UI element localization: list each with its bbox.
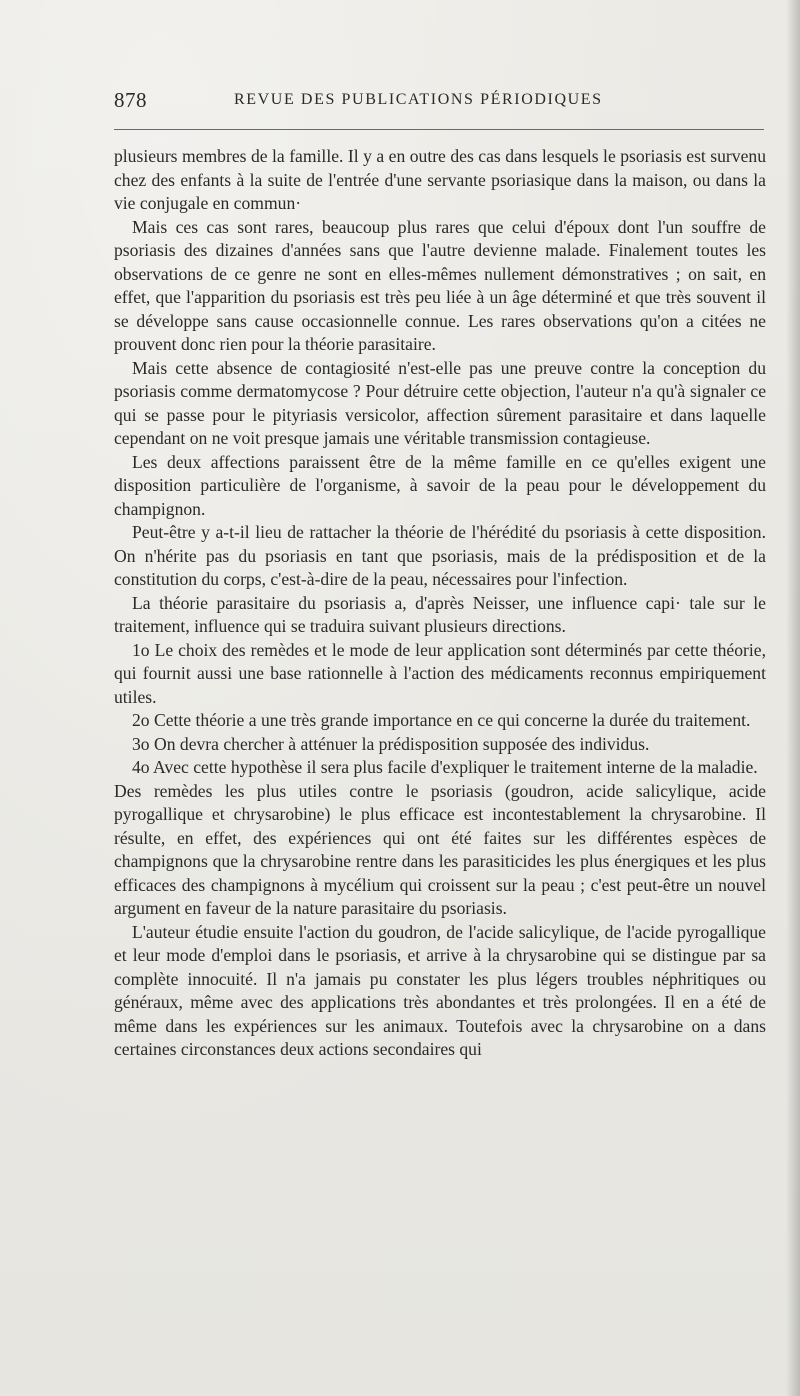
paragraph: 2o Cette théorie a une très grande importance en ce qui concerne la durée du traitement. <box>132 710 751 730</box>
paragraph: La théorie parasitaire du psoriasis a, d'après Neisser, une influence capi· tale sur le traitement, influence qui se traduira suivant plusieurs directions. <box>114 592 766 636</box>
paragraph: 4o Avec cette hypothèse il sera plus facile d'expliquer le traitement interne de la maladie. <box>132 757 758 777</box>
page-number: 878 <box>114 88 147 112</box>
page-header <box>114 88 764 118</box>
running-title: REVUE DES PUBLICATIONS PÉRIODIQUES <box>234 91 603 108</box>
paragraph: 3o On devra chercher à atténuer la prédisposition supposée des individus. <box>132 733 650 754</box>
paragraph: Des remèdes les plus utiles contre le psoriasis (goudron, acide salicylique, acide pyrogallique et chrysarobine) le plus efficace est incontestablement la chrysarobine. Il résulte, en effet, des expériences qui ont été faites sur les différentes espèces de champignons que la chrysarobine rentre dans les parasiticides les plus énergiques et les plus efficaces des champignons à mycélium qui croissent sur la peau ; c'est peut-être un nouvel argument en faveur de la nature parasitaire du psoriasis. <box>114 780 766 918</box>
header-rule <box>114 129 764 130</box>
paragraph: L'auteur étudie ensuite l'action du goudron, de l'acide salicylique, de l'acide pyrogallique et leur mode d'emploi dans le psoriasis, et arrive à la chrysarobine qui se distingue par sa complète innocuité. Il n'a jamais pu constater les plus légers troubles néphritiques ou généraux, même avec des applications très abondantes et très prolongées. Il en a été de même dans les expériences sur les animaux. Toutefois avec la chrysarobine on a dans certaines circonstances deux actions secondaires qui <box>114 921 766 1059</box>
paragraph: Mais cette absence de contagiosité n'est-elle pas une preuve contre la conception du psoriasis comme dermatomycose ? Pour détruire cette objection, l'auteur n'a qu'à signaler ce qui se passe pour le pityriasis versicolor, affection sûrement parasitaire et dans laquelle cependant on ne voit presque jamais une véritable transmission contagieuse. <box>114 357 766 448</box>
paragraph: Les deux affections paraissent être de la même famille en ce qu'elles exigent une disposition particulière de l'organisme, à savoir de la peau pour le développement du champignon. <box>114 451 766 519</box>
paragraph: Mais ces cas sont rares, beaucoup plus rares que celui d'époux dont l'un souffre de psoriasis des dizaines d'années sans que l'autre devienne malade. Finalement toutes les observations de ce genre ne sont en elles-mêmes nullement démonstratives ; on sait, en effet, que l'apparition du psoriasis est très peu liée à un âge déterminé et que très souvent il se développe sans cause occasionnelle connue. Les rares observations qu'on a citées ne prouvent donc rien pour la théorie parasitaire. <box>114 216 766 354</box>
paragraph: 1o Le choix des remèdes et le mode de leur application sont déterminés par cette théorie, qui fournit aussi une base rationnelle à l'action des médicaments reconnus empiriquement utiles. <box>114 639 766 707</box>
paragraph: Peut-être y a-t-il lieu de rattacher la théorie de l'hérédité du psoriasis à cette disposition. On n'hérite pas du psoriasis en tant que psoriasis, mais de la prédisposition et de la constitution du corps, c'est-à-dire de la peau, nécessaires pour l'infection. <box>114 522 766 589</box>
page-edge-shadow <box>786 0 800 1396</box>
paragraph: plusieurs membres de la famille. Il y a en outre des cas dans lesquels le psoriasis est survenu chez des enfants à la suite de l'entrée d'une servante psoriasique dans la maison, ou dans la vie conjugale en commun· <box>114 146 766 213</box>
body-text <box>114 145 766 1062</box>
